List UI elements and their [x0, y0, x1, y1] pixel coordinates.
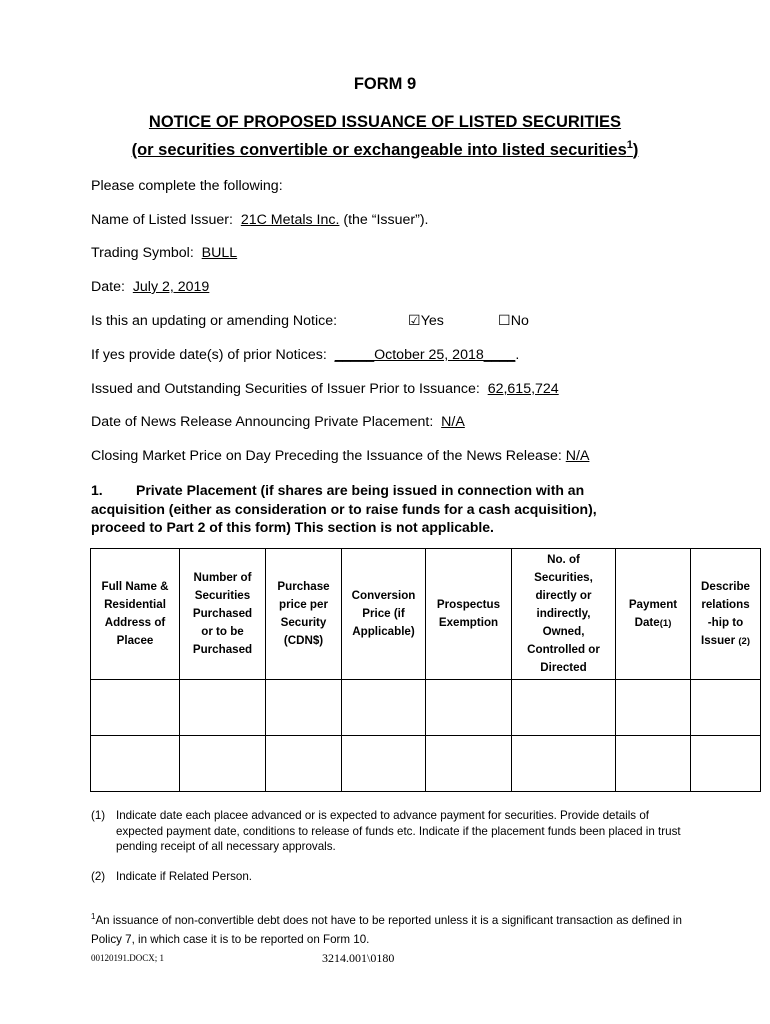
- closing-price-value: N/A: [565, 448, 590, 464]
- table-row: [91, 736, 761, 792]
- table-row: [91, 680, 761, 736]
- outstanding-label: Issued and Outstanding Securities of Issuer Prior to Issuance:: [91, 381, 480, 397]
- yes-checkbox[interactable]: ☑Yes: [408, 313, 444, 329]
- date-line: [91, 279, 209, 295]
- table-cell[interactable]: [266, 736, 342, 792]
- table-cell[interactable]: [180, 736, 266, 792]
- table-cell[interactable]: [616, 680, 691, 736]
- table-cell[interactable]: [342, 680, 426, 736]
- note-number: (2): [91, 870, 106, 883]
- issuer-label: Name of Listed Issuer:: [91, 212, 233, 228]
- no-checkbox[interactable]: ☐No: [498, 313, 529, 329]
- date-value: July 2, 2019: [132, 279, 210, 295]
- note-2: [91, 869, 691, 885]
- table-cell[interactable]: [616, 736, 691, 792]
- header-payment-date: Payment Date(1): [616, 549, 691, 680]
- table-cell[interactable]: [342, 736, 426, 792]
- subheading-text: (or securities convertible or exchangeable into listed securities: [131, 141, 627, 159]
- table-header-row: [91, 549, 761, 680]
- note-text: Indicate date each placee advanced or is expected to advance payment for securities. Provide details of expected payment date, conditions to release of funds etc. Indicate if the placement funds been placed in trust pending receipt of all necessary approvals.: [116, 809, 681, 853]
- note-text: Indicate if Related Person.: [116, 870, 252, 883]
- notice-subheading: [0, 141, 770, 160]
- subheading-close: ): [632, 141, 639, 159]
- issuer-suffix: (the “Issuer”).: [343, 212, 429, 228]
- footnote-text: An issuance of non-convertible debt does not have to be reported unless it is a significant transaction as defined in Policy 7, in which case it is to be reported on Form 10.: [91, 914, 682, 946]
- private-placement-table: [90, 548, 761, 792]
- footnote-marker: 1: [626, 139, 633, 151]
- table-cell[interactable]: [426, 680, 512, 736]
- closing-price-line: [91, 448, 589, 464]
- symbol-line: [91, 245, 237, 261]
- section-number: 1.: [91, 482, 103, 498]
- header-purchase-price: Purchase price per Security (CDN$): [266, 549, 342, 680]
- header-securities-owned: No. of Securities, directly or indirectly, Owned, Controlled or Directed: [512, 549, 616, 680]
- table-cell[interactable]: [266, 680, 342, 736]
- news-date-value: N/A: [441, 414, 465, 430]
- date-label: Date:: [91, 279, 125, 295]
- outstanding-line: [91, 381, 559, 397]
- news-date-label: Date of News Release Announcing Private Placement:: [91, 414, 434, 430]
- header-relationship: Describe relations -hip to Issuer (2): [691, 549, 761, 680]
- header-full-name: Full Name & Residential Address of Placee: [91, 549, 180, 680]
- note-number: (1): [91, 809, 106, 822]
- table-cell[interactable]: [691, 680, 761, 736]
- closing-price-label: Closing Market Price on Day Preceding the Issuance of the News Release:: [91, 448, 562, 464]
- header-number-of-securities: Number of Securities Purchased or to be Purchased: [180, 549, 266, 680]
- amending-label: Is this an updating or amending Notice:: [91, 313, 338, 329]
- news-date-line: [91, 414, 465, 430]
- table-cell[interactable]: [180, 680, 266, 736]
- table-cell[interactable]: [91, 680, 180, 736]
- table-cell[interactable]: [691, 736, 761, 792]
- form-title: FORM 9: [353, 75, 417, 93]
- note-1: [91, 808, 691, 856]
- prior-notice-suffix: .: [515, 347, 520, 363]
- prior-notice-date: _____October 25, 2018____: [334, 347, 516, 363]
- issuer-line: [91, 212, 429, 228]
- outstanding-value: 62,615,724: [487, 381, 559, 397]
- section-text: Private Placement (if shares are being issued in connection with an acquisition (either as consideration or to raise funds for a cash acquisition), proceed to Part 2 of this form) This section is not applicable.: [91, 482, 597, 535]
- symbol-value: BULL: [201, 245, 238, 261]
- instruction-text: Please complete the following:: [91, 178, 283, 194]
- table-cell[interactable]: [512, 680, 616, 736]
- table-cell[interactable]: [91, 736, 180, 792]
- file-reference: 3214.001\0180: [322, 951, 395, 965]
- prior-notice-line: [91, 347, 519, 363]
- section-private-placement: [91, 481, 651, 537]
- notice-heading: NOTICE OF PROPOSED ISSUANCE OF LISTED SECURITIES: [148, 113, 622, 131]
- symbol-label: Trading Symbol:: [91, 245, 194, 261]
- issuer-name: 21C Metals Inc.: [240, 212, 340, 228]
- header-conversion-price: Conversion Price (if Applicable): [342, 549, 426, 680]
- header-prospectus-exemption: Prospectus Exemption: [426, 549, 512, 680]
- table-cell[interactable]: [426, 736, 512, 792]
- table-cell[interactable]: [512, 736, 616, 792]
- footnote: [91, 912, 691, 949]
- footnote-mark: 1: [91, 912, 96, 921]
- document-reference: 00120191.DOCX; 1: [91, 953, 165, 963]
- prior-notice-label: If yes provide date(s) of prior Notices:: [91, 347, 327, 363]
